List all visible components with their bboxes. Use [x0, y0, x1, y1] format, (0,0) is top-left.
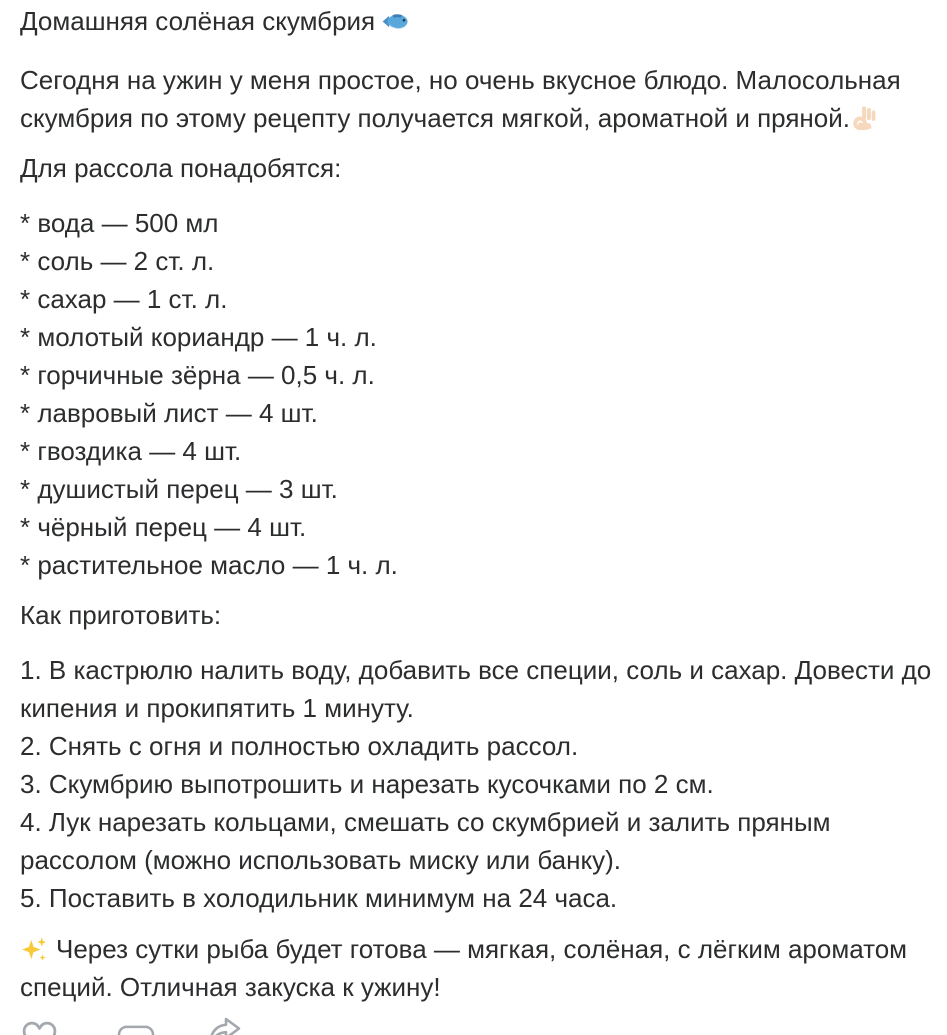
intro-line: скумбрия по этому рецепту получается мягкой, ароматной и пряной. — [20, 99, 947, 137]
steps-list — [20, 651, 947, 917]
ingredient-item: * соль — 2 ст. л. — [20, 246, 215, 276]
outro-line: специй. Отличная закуска к ужину! — [20, 972, 441, 1002]
ingredient-item: * горчичные зёрна — 0,5 ч. л. — [20, 360, 375, 390]
intro-paragraph — [20, 61, 947, 137]
outro-line: Через сутки рыба будет готова — мягкая, солёная, с лёгким ароматом — [20, 930, 947, 968]
step-line: кипения и прокипятить 1 минуту. — [20, 693, 414, 723]
ok-hand-emoji-icon — [850, 104, 879, 133]
post-title-line — [20, 2, 947, 40]
post-content — [20, 2, 947, 1006]
fish-emoji-icon — [381, 7, 410, 36]
ingredient-item: * душистый перец — 3 шт. — [20, 474, 338, 504]
ingredient-item: * сахар — 1 ст. л. — [20, 284, 228, 314]
ingredient-item: * гвоздика — 4 шт. — [20, 436, 242, 466]
share-button[interactable] — [206, 1016, 242, 1035]
like-button[interactable] — [21, 1021, 58, 1035]
step-line: 5. Поставить в холодильник минимум на 24 часа. — [20, 883, 618, 913]
post-title: Домашняя солёная скумбрия — [20, 6, 376, 36]
step-line: 1. В кастрюлю налить воду, добавить все специи, соль и сахар. Довести до — [20, 655, 932, 685]
step-line: 4. Лук нарезать кольцами, смешать со скумбрией и залить пряным — [20, 807, 831, 837]
intro-line: Сегодня на ужин у меня простое, но очень вкусное блюдо. Малосольная — [20, 65, 901, 95]
method-heading: Как приготовить: — [20, 600, 222, 630]
ingredient-item: * чёрный перец — 4 шт. — [20, 512, 307, 542]
brine-heading: Для рассола понадобятся: — [20, 153, 342, 183]
step-line: 3. Скумбрию выпотрошить и нарезать кусочками по 2 см. — [20, 769, 714, 799]
step-line: рассолом (можно использовать миску или банку). — [20, 845, 622, 875]
ingredient-item: * вода — 500 мл — [20, 208, 219, 238]
ingredients-list — [20, 204, 947, 584]
sparkles-emoji-icon — [20, 935, 49, 964]
ingredient-item: * лавровый лист — 4 шт. — [20, 398, 318, 428]
step-line: 2. Снять с огня и полностью охладить рассол. — [20, 731, 579, 761]
comment-button[interactable] — [117, 1025, 155, 1035]
outro-paragraph — [20, 930, 947, 1006]
ingredient-item: * растительное масло — 1 ч. л. — [20, 550, 398, 580]
ingredient-item: * молотый кориандр — 1 ч. л. — [20, 322, 377, 352]
